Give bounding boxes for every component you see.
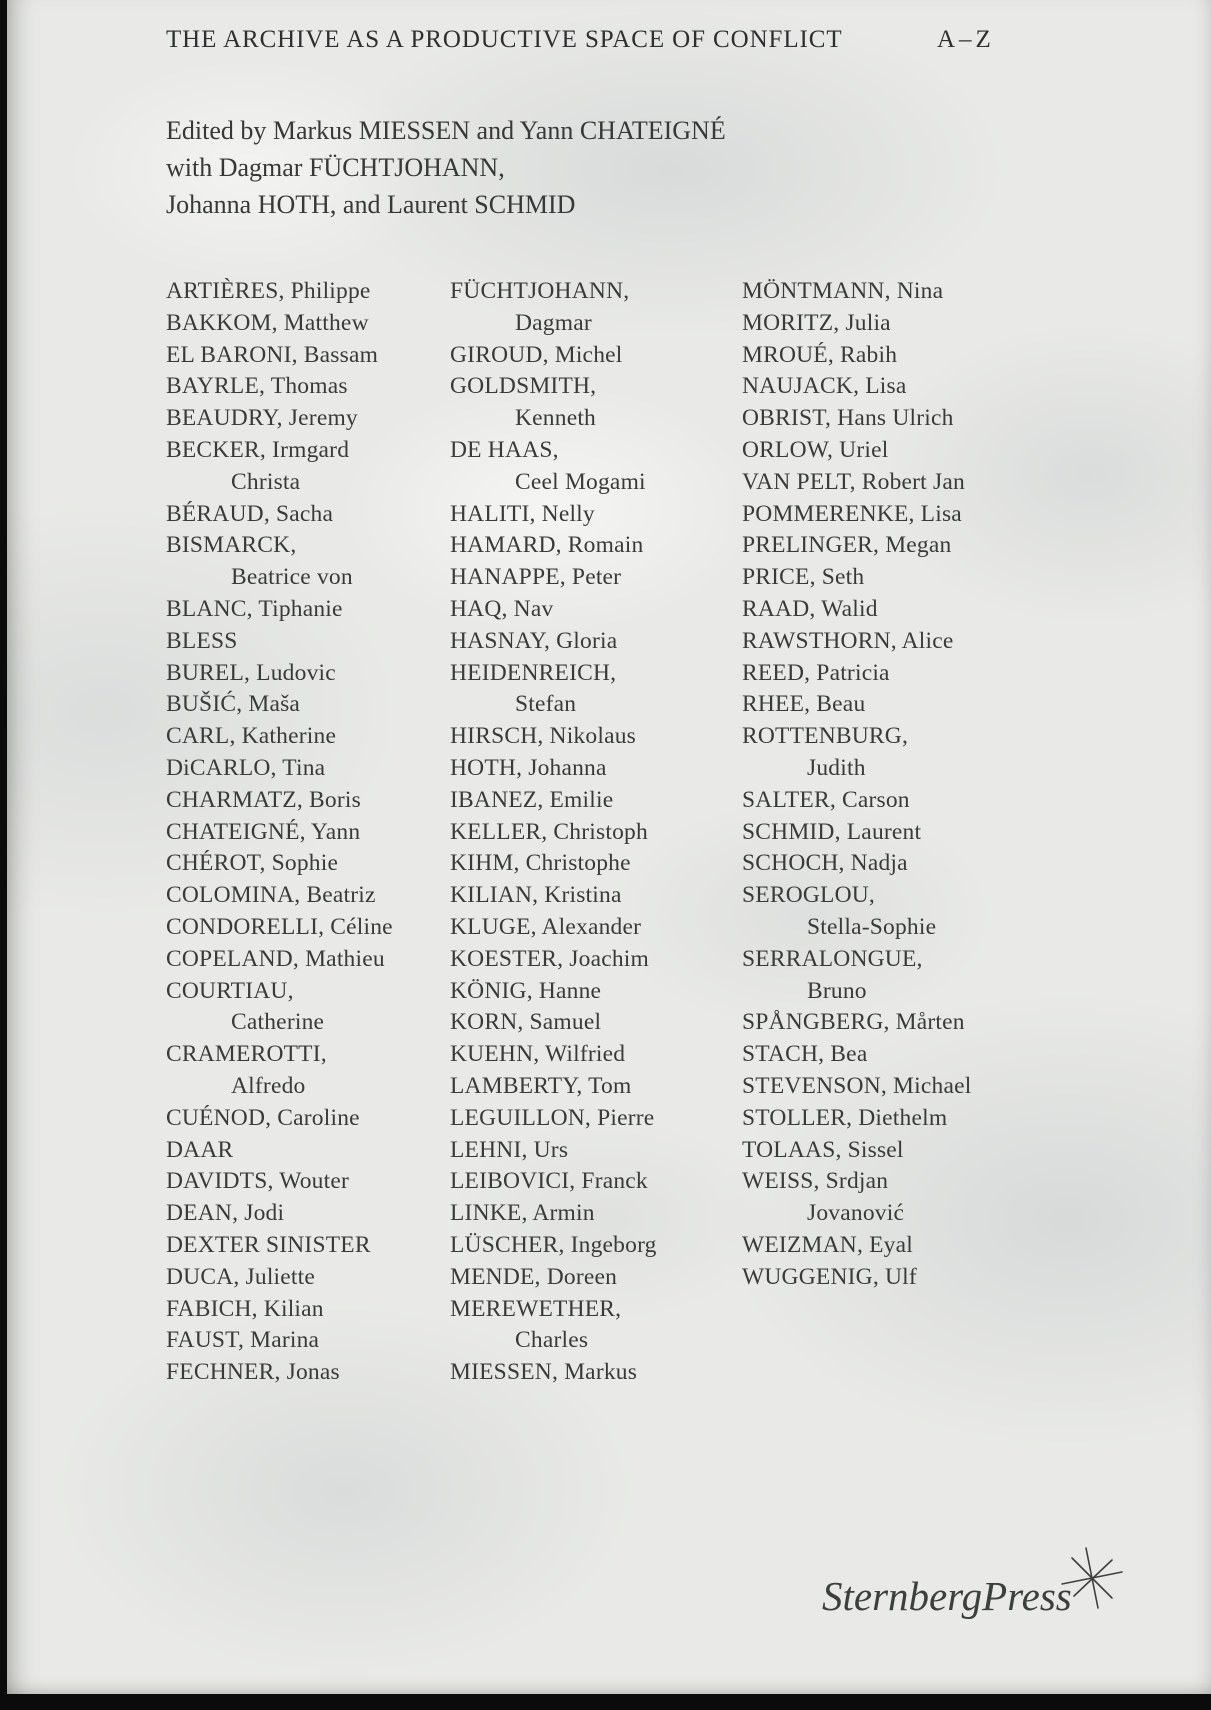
contributor-name: CHATEIGNÉ, Yann bbox=[166, 818, 361, 845]
contributor-name: Judith bbox=[807, 754, 866, 781]
contributor-name: HAQ, Nav bbox=[450, 595, 554, 622]
contributor-name: SALTER, Carson bbox=[742, 786, 910, 813]
contributor-name: FECHNER, Jonas bbox=[166, 1359, 340, 1386]
contributor-name: SCHMID, Laurent bbox=[742, 818, 922, 845]
contributor-name: Ceel Mogami bbox=[515, 468, 646, 495]
contributor-name: MIESSEN, Markus bbox=[450, 1359, 638, 1386]
contributor-name: FABICH, Kilian bbox=[166, 1295, 324, 1322]
contributor-name: PRICE, Seth bbox=[742, 564, 865, 591]
publisher-logo bbox=[822, 1572, 1072, 1620]
contributor-name: HOTH, Johanna bbox=[450, 754, 607, 781]
contributor-name: HEIDENREICH, bbox=[450, 659, 617, 686]
index-range-label: A–Z bbox=[937, 26, 995, 53]
contributor-name: ARTIÈRES, Philippe bbox=[166, 278, 371, 304]
contributor-name: KIHM, Christophe bbox=[450, 850, 631, 877]
contributor-name: Charles bbox=[515, 1327, 589, 1354]
contributor-name: RAWSTHORN, Alice bbox=[742, 627, 954, 654]
contributor-name: RAAD, Walid bbox=[742, 595, 878, 622]
contributor-name: HIRSCH, Nikolaus bbox=[450, 723, 636, 750]
contributor-name: FAUST, Marina bbox=[166, 1327, 320, 1354]
contributor-name: CHARMATZ, Boris bbox=[166, 786, 361, 813]
contributor-name: BAYRLE, Thomas bbox=[166, 373, 348, 400]
contributor-name: LÜSCHER, Ingeborg bbox=[450, 1231, 657, 1258]
contributor-name: BEAUDRY, Jeremy bbox=[166, 405, 358, 432]
contributor-name: CONDORELLI, Céline bbox=[166, 913, 393, 940]
contributor-name: BÉRAUD, Sacha bbox=[166, 500, 334, 527]
publisher-name: SternbergPress bbox=[822, 1573, 1072, 1619]
eight-point-star-icon bbox=[1060, 1546, 1124, 1610]
contributor-name: LEHNI, Urs bbox=[450, 1136, 569, 1163]
contributor-name: LAMBERTY, Tom bbox=[450, 1072, 632, 1099]
contributor-name: NAUJACK, Lisa bbox=[742, 373, 907, 400]
contributor-name: HANAPPE, Peter bbox=[450, 564, 622, 591]
contributor-name: KLUGE, Alexander bbox=[450, 913, 642, 940]
contributor-name: DiCARLO, Tina bbox=[166, 754, 326, 781]
contributor-name: KÖNIG, Hanne bbox=[450, 977, 602, 1004]
contributor-name: ORLOW, Uriel bbox=[742, 436, 889, 463]
contributor-name: WEISS, Srdjan bbox=[742, 1168, 889, 1195]
contributor-name: DEXTER SINISTER bbox=[166, 1231, 371, 1258]
contributor-name: KUEHN, Wilfried bbox=[450, 1041, 626, 1068]
contributor-name: GIROUD, Michel bbox=[450, 341, 623, 368]
contributor-name: SERRALONGUE, bbox=[742, 945, 923, 972]
book-cover bbox=[7, 0, 1211, 1694]
contributor-name: PRELINGER, Megan bbox=[742, 532, 952, 559]
contributor-name: Stella-Sophie bbox=[807, 913, 937, 940]
editors-line-2: with Dagmar FÜCHTJOHANN, bbox=[166, 153, 505, 182]
contributor-name: POMMERENKE, Lisa bbox=[742, 500, 962, 527]
contributor-name: FÜCHTJOHANN, bbox=[450, 278, 630, 304]
contributor-name: IBANEZ, Emilie bbox=[450, 786, 614, 813]
contributor-name: STACH, Bea bbox=[742, 1041, 868, 1068]
contributor-name: MORITZ, Julia bbox=[742, 309, 891, 336]
contributor-name: Kenneth bbox=[515, 405, 597, 432]
contributor-name: BLESS bbox=[166, 627, 238, 654]
contributor-name: DAVIDTS, Wouter bbox=[166, 1168, 350, 1195]
contributor-name: Bruno bbox=[807, 977, 867, 1004]
contributor-name: COLOMINA, Beatriz bbox=[166, 882, 376, 909]
contributor-name: WEIZMAN, Eyal bbox=[742, 1231, 913, 1258]
contributor-name: VAN PELT, Robert Jan bbox=[742, 468, 965, 495]
contributor-name: KILIAN, Kristina bbox=[450, 882, 622, 909]
contributor-name: DE HAAS, bbox=[450, 436, 559, 463]
contributor-name: BECKER, Irmgard bbox=[166, 436, 350, 463]
contributor-name: COURTIAU, bbox=[166, 977, 294, 1004]
contributor-name: KORN, Samuel bbox=[450, 1009, 602, 1036]
contributor-name: Catherine bbox=[231, 1009, 325, 1036]
contributor-name: SPÅNGBERG, Mårten bbox=[742, 1009, 965, 1036]
contributor-name: CRAMEROTTI, bbox=[166, 1041, 327, 1068]
contributor-name: DAAR bbox=[166, 1136, 234, 1163]
contributor-name: HASNAY, Gloria bbox=[450, 627, 618, 654]
contributor-name: WUGGENIG, Ulf bbox=[742, 1263, 917, 1290]
editors-block bbox=[166, 112, 726, 223]
contributor-name: MENDE, Doreen bbox=[450, 1263, 618, 1290]
contributor-name: Stefan bbox=[515, 691, 577, 718]
contributor-name: Jovanović bbox=[807, 1200, 905, 1227]
contributors-column-2 bbox=[450, 276, 750, 1389]
contributor-name: Beatrice von bbox=[231, 564, 353, 591]
contributor-name: Christa bbox=[231, 468, 301, 495]
editors-line-3: Johanna HOTH, and Laurent SCHMID bbox=[166, 190, 576, 219]
contributor-name: MROUÉ, Rabih bbox=[742, 341, 898, 368]
contributor-name: BUREL, Ludovic bbox=[166, 659, 336, 686]
contributor-name: REED, Patricia bbox=[742, 659, 890, 686]
contributor-name: BAKKOM, Matthew bbox=[166, 309, 369, 336]
contributor-name: DUCA, Juliette bbox=[166, 1263, 316, 1290]
contributors-column-1 bbox=[166, 276, 456, 1389]
contributor-name: LINKE, Armin bbox=[450, 1200, 595, 1227]
book-title: THE ARCHIVE AS A PRODUCTIVE SPACE OF CONFLICT bbox=[166, 26, 843, 53]
contributor-name: OBRIST, Hans Ulrich bbox=[742, 405, 954, 432]
contributor-name: STOLLER, Diethelm bbox=[742, 1104, 948, 1131]
contributor-name: RHEE, Beau bbox=[742, 691, 866, 718]
contributor-name: KOESTER, Joachim bbox=[450, 945, 650, 972]
contributor-name: CUÉNOD, Caroline bbox=[166, 1104, 360, 1131]
contributor-name: BUŠIĆ, Maša bbox=[166, 691, 301, 718]
contributor-name: ROTTENBURG, bbox=[742, 723, 909, 750]
contributor-name: LEIBOVICI, Franck bbox=[450, 1168, 648, 1195]
contributor-name: EL BARONI, Bassam bbox=[166, 341, 379, 368]
contributor-name: TOLAAS, Sissel bbox=[742, 1136, 904, 1163]
contributor-name: BISMARCK, bbox=[166, 532, 297, 559]
contributor-name: COPELAND, Mathieu bbox=[166, 945, 385, 972]
contributor-name: Alfredo bbox=[231, 1072, 306, 1099]
contributor-name: CHÉROT, Sophie bbox=[166, 850, 339, 877]
contributor-name: SEROGLOU, bbox=[742, 882, 876, 909]
contributor-name: DEAN, Jodi bbox=[166, 1200, 285, 1227]
contributor-name: STEVENSON, Michael bbox=[742, 1072, 972, 1099]
contributor-name: BLANC, Tiphanie bbox=[166, 595, 343, 622]
contributor-name: LEGUILLON, Pierre bbox=[450, 1104, 655, 1131]
contributor-name: HALITI, Nelly bbox=[450, 500, 595, 527]
contributor-name: HAMARD, Romain bbox=[450, 532, 644, 559]
contributor-name: SCHOCH, Nadja bbox=[742, 850, 908, 877]
editors-line-1: Edited by Markus MIESSEN and Yann CHATEIGNÉ bbox=[166, 116, 726, 145]
contributor-name: MEREWETHER, bbox=[450, 1295, 622, 1322]
contributor-name: Dagmar bbox=[515, 309, 592, 336]
contributor-name: KELLER, Christoph bbox=[450, 818, 648, 845]
contributor-name: CARL, Katherine bbox=[166, 723, 337, 750]
contributor-name: MÖNTMANN, Nina bbox=[742, 278, 944, 304]
contributors-column-3 bbox=[742, 276, 1092, 1294]
contributor-name: GOLDSMITH, bbox=[450, 373, 597, 400]
